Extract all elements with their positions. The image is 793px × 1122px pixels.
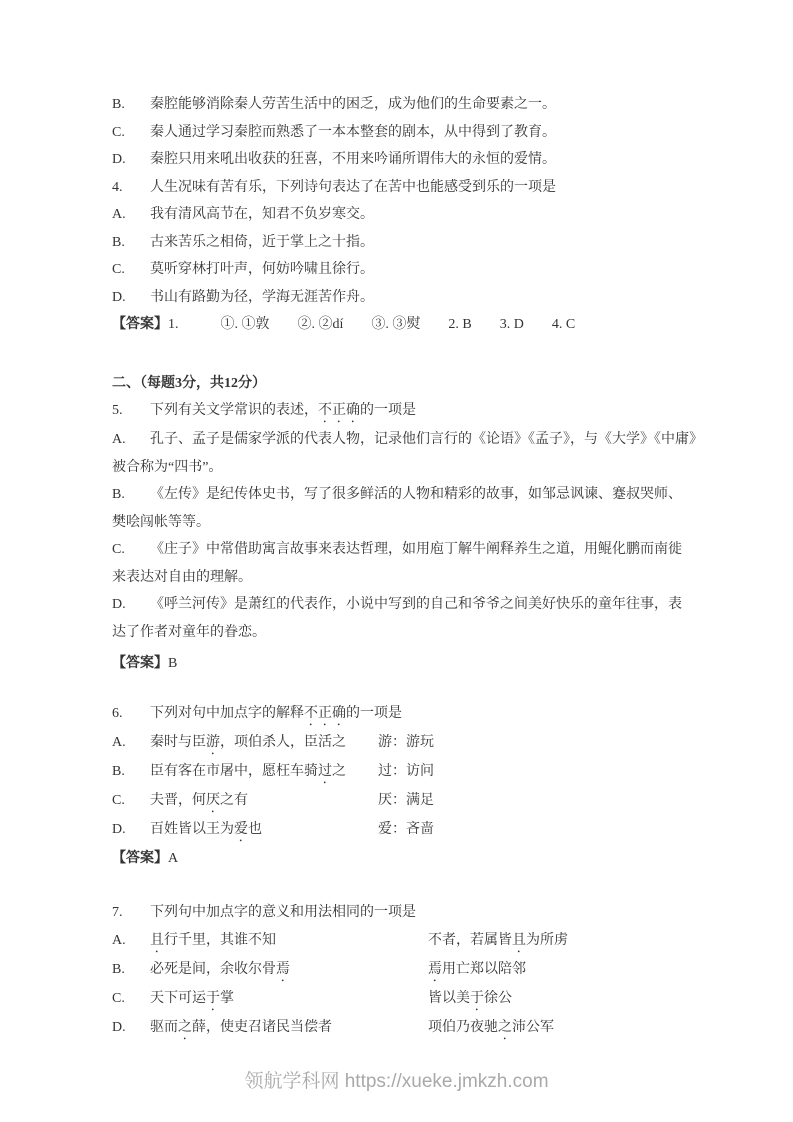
item-label: D. xyxy=(112,152,126,167)
text-segment: 人生况味有苦有乐，下列诗句表达了在苦中也能感受到乐的一项是 xyxy=(150,179,556,195)
emphasized-char: 焉 xyxy=(276,961,290,977)
item-label: C. xyxy=(112,792,125,808)
text-segment: 项伯乃夜驰 xyxy=(428,1019,498,1035)
text-segment: 驱而 xyxy=(150,1019,178,1035)
item-label: A. xyxy=(112,932,126,948)
emphasized-char: 不正确 xyxy=(318,403,360,418)
item-label: 5. xyxy=(112,403,123,418)
text-segment: 游：游玩 xyxy=(378,734,434,750)
item-label: A. xyxy=(112,734,126,750)
text-segment: 《左传》是纪传体史书，写了很多鲜活的人物和精彩的故事，如邹忌讽谏、蹇叔哭师、 xyxy=(150,487,682,502)
q7-option-a xyxy=(112,927,693,956)
text-segment: 下列句中加点字的意义和用法相同的一项是 xyxy=(150,905,416,920)
text-segment: 过：访问 xyxy=(378,763,434,779)
emphasized-char: 且 xyxy=(150,932,164,948)
item-label: 6. xyxy=(112,705,123,721)
q6-option-a xyxy=(112,729,693,758)
item-label: B. xyxy=(112,961,125,977)
q7-stem xyxy=(112,899,693,927)
text-segment: 《庄子》中常借助寓言故事来表达哲理，如用庖丁解牛阐释养生之道，用鲲化鹏而南徙 xyxy=(150,542,682,557)
q5-option-a-line2 xyxy=(112,454,693,482)
text-segment: 之有 xyxy=(220,792,248,808)
q6-option-c xyxy=(112,787,693,816)
emphasized-char: 焉 xyxy=(428,961,442,977)
text-segment: 下列有关文学常识的表述， xyxy=(150,403,318,418)
text-segment: 天下可运 xyxy=(150,990,206,1006)
text-segment: 爱：吝啬 xyxy=(378,821,434,837)
item-label: D. xyxy=(112,597,126,612)
definition-column xyxy=(428,985,512,1014)
text-segment: 秦腔只用来吼出收获的狂喜，不用来吟诵所谓伟大的永恒的爱情。 xyxy=(150,152,556,167)
text-segment: 的一项是 xyxy=(360,403,416,418)
text-segment: 沛公军 xyxy=(512,1019,554,1035)
text-segment: 皆以美 xyxy=(428,990,470,1006)
item-label: C. xyxy=(112,124,125,140)
text-segment: 臣有客在市屠中，愿枉车骑 xyxy=(150,763,318,779)
definition-column xyxy=(428,927,568,956)
item-label: C. xyxy=(112,262,125,277)
emphasized-char: 爱 xyxy=(234,821,248,837)
q4-option-b xyxy=(112,229,693,257)
definition-column xyxy=(428,956,526,985)
definition-column xyxy=(378,758,434,786)
definition-column xyxy=(378,787,434,815)
text-segment: 【答案】 xyxy=(112,656,168,671)
text-segment: 【答案】 xyxy=(112,317,168,332)
text-segment: 来表达对自由的理解。 xyxy=(112,569,252,585)
q5-stem xyxy=(112,397,693,426)
emphasized-char: 厌 xyxy=(206,792,220,808)
text-segment: 薛，使吏召诸民当偿者 xyxy=(192,1019,332,1035)
q4-option-a xyxy=(112,201,693,229)
emphasized-char: 游 xyxy=(206,734,220,750)
watermark-footer: 领航学科网 https://xueke.jmkzh.com xyxy=(244,1071,549,1092)
q3-option-d xyxy=(112,146,693,174)
text-segment: 的一项是 xyxy=(346,705,402,721)
text-segment: ，项伯杀人，臣活之 xyxy=(220,734,346,750)
text-segment: A xyxy=(168,850,179,866)
text-segment: 我有清风高节在，知君不负岁寒交。 xyxy=(150,207,374,222)
q5-option-d-line1 xyxy=(112,591,693,619)
q6-stem xyxy=(112,700,693,729)
item-label: C. xyxy=(112,990,125,1006)
q6-option-b xyxy=(112,758,693,787)
q5-option-a-line1 xyxy=(112,426,703,454)
item-label: B. xyxy=(112,487,125,502)
q5-option-b-line2 xyxy=(112,509,693,537)
text-segment: 孔子、孟子是儒家学派的代表人物，记录他们言行的《论语》《孟子》，与《大学》《中庸》 xyxy=(150,432,703,447)
text-segment: 徐公 xyxy=(484,990,512,1006)
answers-1-to-4 xyxy=(112,311,693,339)
q4-stem xyxy=(112,174,693,202)
emphasized-char: 于 xyxy=(206,990,220,1006)
text-segment: 秦人通过学习秦腔而熟悉了一本本整套的剧本，从中得到了教育。 xyxy=(150,124,556,140)
text-segment: 书山有路勤为径，学海无涯苦作舟。 xyxy=(150,289,374,305)
item-label: B. xyxy=(112,97,125,112)
text-segment: 被合称为“四书”。 xyxy=(112,459,223,475)
definition-column xyxy=(378,729,434,757)
text-segment: 必死是间，余收尔骨 xyxy=(150,961,276,977)
text-segment: 为所虏 xyxy=(526,932,568,948)
item-label: A. xyxy=(112,207,126,222)
text-segment: 不者，若属皆 xyxy=(428,932,512,948)
q7-option-c xyxy=(112,985,693,1014)
text-segment: 1. ①. ①敦 ②. ②dí ③. ③熨 2. B 3. D 4. C xyxy=(168,317,576,332)
q6-option-d xyxy=(112,816,693,845)
text-segment: B xyxy=(168,656,178,671)
text-segment: 莫听穿林打叶声，何妨吟啸且徐行。 xyxy=(150,262,374,277)
text-segment: 行千里，其谁不知 xyxy=(164,932,276,948)
item-label: D. xyxy=(112,1019,126,1035)
text-segment: 《呼兰河传》是萧红的代表作，小说中写到的自己和爷爷之间美好快乐的童年往事，表 xyxy=(150,597,682,612)
answer-6 xyxy=(112,845,693,873)
emphasized-char: 于 xyxy=(470,990,484,1006)
emphasized-char: 不正确 xyxy=(304,705,346,721)
q7-option-b xyxy=(112,956,693,985)
item-label: C. xyxy=(112,542,125,557)
item-label: B. xyxy=(112,234,125,250)
q5-option-c-line1 xyxy=(112,536,693,564)
item-label: A. xyxy=(112,432,126,447)
item-label: D. xyxy=(112,821,126,837)
emphasized-char: 过 xyxy=(318,763,332,779)
text-segment: 古来苦乐之相倚，近于掌上之十指。 xyxy=(150,234,374,250)
text-segment: 达了作者对童年的眷恋。 xyxy=(112,624,266,640)
text-segment: 樊哙闯帐等等。 xyxy=(112,514,210,530)
text-segment: 秦腔能够消除秦人劳苦生活中的困乏，成为他们的生命要素之一。 xyxy=(150,97,556,112)
text-segment: 【答案】 xyxy=(112,850,168,866)
q5-option-c-line2 xyxy=(112,564,693,592)
q3-option-b xyxy=(112,91,693,119)
q5-option-d-line2 xyxy=(112,619,693,647)
text-segment: 下列对句中加点字的解释 xyxy=(150,705,304,721)
q4-option-c xyxy=(112,256,693,284)
emphasized-char: 之 xyxy=(498,1019,512,1035)
text-segment: 之 xyxy=(332,763,346,779)
text-segment: 百姓皆以王为 xyxy=(150,821,234,837)
item-label: 4. xyxy=(112,179,123,195)
item-label: D. xyxy=(112,289,126,305)
q4-option-d xyxy=(112,284,693,312)
text-segment: 夫晋，何 xyxy=(150,792,206,808)
emphasized-char: 之 xyxy=(178,1019,192,1035)
text-segment: 二、（每题3分，共12分） xyxy=(112,375,266,391)
q7-option-d xyxy=(112,1014,693,1043)
text-segment: 也 xyxy=(248,821,262,837)
text-segment: 掌 xyxy=(220,990,234,1006)
text-segment: 厌：满足 xyxy=(378,792,434,808)
item-label: B. xyxy=(112,763,125,779)
q3-option-c xyxy=(112,119,693,147)
emphasized-char: 且 xyxy=(512,932,526,948)
text-segment: 用亡郑以陪邻 xyxy=(442,961,526,977)
q5-option-b-line1 xyxy=(112,481,693,509)
text-segment: 秦时与臣 xyxy=(150,734,206,750)
item-label: 7. xyxy=(112,905,123,920)
answer-5 xyxy=(112,650,693,678)
definition-column xyxy=(378,816,434,844)
section-2-header xyxy=(112,370,693,398)
definition-column xyxy=(428,1014,554,1043)
